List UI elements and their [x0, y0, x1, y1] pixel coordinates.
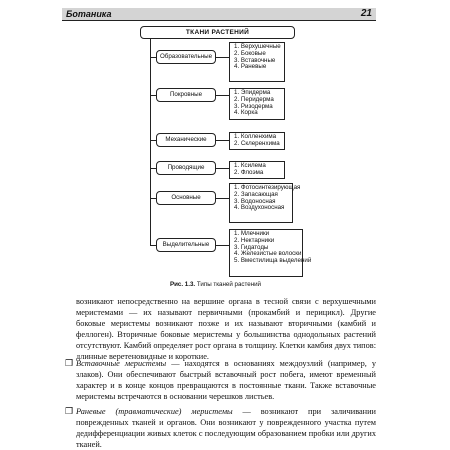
connector-line — [216, 95, 229, 96]
figure-caption — [170, 281, 261, 288]
connector-line — [216, 245, 229, 246]
list-item: 1. Верхушечные — [234, 43, 281, 50]
term-wound: Раневые (травматические) меристемы — [76, 407, 233, 416]
list-item: 4. Воздухоносная — [234, 204, 285, 212]
items-box-educational — [229, 42, 285, 82]
page-header — [62, 8, 376, 21]
category-box-excretory: Выделительные — [156, 238, 216, 252]
category-box-integumentary: Покровные — [156, 88, 216, 102]
items-box-ground — [229, 183, 301, 223]
checkbox-bullet-icon: ❒ — [65, 359, 74, 369]
diagram-trunk-line — [150, 39, 151, 245]
category-box-ground: Основные — [156, 191, 216, 205]
list-item: 3. Гидатоды — [234, 243, 269, 251]
header-title: Ботаника — [66, 9, 112, 19]
page-number: 21 — [360, 8, 372, 19]
list-item: 2. Флоэма — [234, 168, 264, 176]
items-box-integumentary — [229, 88, 285, 120]
category-box-educational: Образовательные — [156, 50, 216, 64]
connector-line — [216, 57, 229, 58]
list-item: 5. Вместилища выделений — [234, 257, 312, 265]
term-intercalary: Вставочные меристемы — [76, 359, 167, 368]
paragraph-text: возникают непосредственно на вершине органа в тесной связи с верхушечными меристемами — их называют первичными (прокамбий и перицикл). Другие боковые меристемы возникают позже и их называют вторичными (камбий и феллоген). Вторичные боковые меристемы у большинства однодольных растений отсутствуют. Камбий определяет рост органа в толщину. Клетки камбия двух типов: длинные веретеновидные и короткие. — [76, 297, 376, 361]
list-item: 1. Фотосинтезирующая — [234, 184, 301, 191]
category-box-conducting: Проводящие — [156, 161, 216, 175]
body-paragraph — [76, 296, 376, 362]
connector-line — [216, 198, 229, 199]
list-item: 2. Склеренхима — [234, 139, 280, 147]
list-item: 1. Эпидерма — [234, 89, 271, 96]
bullet-paragraph-intercalary — [76, 358, 376, 402]
list-item: 2. Перидерма — [234, 95, 274, 103]
diagram-root: ТКАНИ РАСТЕНИЙ — [140, 26, 295, 39]
checkbox-bullet-icon: ❒ — [65, 407, 74, 417]
list-item: 4. Раневые — [234, 63, 267, 71]
category-box-mechanical: Механические — [156, 133, 216, 147]
list-item: 2. Боковые — [234, 49, 266, 57]
list-item: 3. Вставочные — [234, 56, 276, 64]
list-item: 3. Ризодерма — [234, 102, 273, 110]
list-item: 2. Запасающая — [234, 190, 278, 198]
items-box-excretory — [229, 229, 312, 277]
list-item: 1. Млечники — [234, 230, 270, 237]
list-item: 1. Колленхима — [234, 133, 277, 140]
items-box-mechanical — [229, 132, 285, 150]
list-item: 1. Ксилема — [234, 162, 266, 169]
list-item: 4. Железистые волоски — [234, 250, 302, 258]
list-item: 2. Нектарники — [234, 236, 275, 244]
bullet-text: — возникают при заличивании поврежденных тканей и органов. Они возникают у поврежденного участка путем дедифференциации живых клеток с последующим образованием пробки или других тканей. — [76, 407, 376, 449]
list-item: 4. Корка — [234, 109, 258, 117]
items-box-conducting — [229, 161, 285, 179]
list-item: 3. Водоносная — [234, 197, 276, 205]
connector-line — [216, 168, 229, 169]
caption-label: Рис. 1.3. — [170, 281, 196, 288]
caption-text: Типы тканей растений — [196, 281, 262, 288]
bullet-paragraph-wound — [76, 406, 376, 450]
connector-line — [216, 140, 229, 141]
bullet-text: — находятся в основаниях междоузлий (например, у злаков). Они обеспечивают быстрый вставочный рост побега, имеют временный характер и в конце концов превращаются в постоянные ткани. Также вставочные меристемы встречаются в основании черешков листьев. — [76, 359, 376, 401]
